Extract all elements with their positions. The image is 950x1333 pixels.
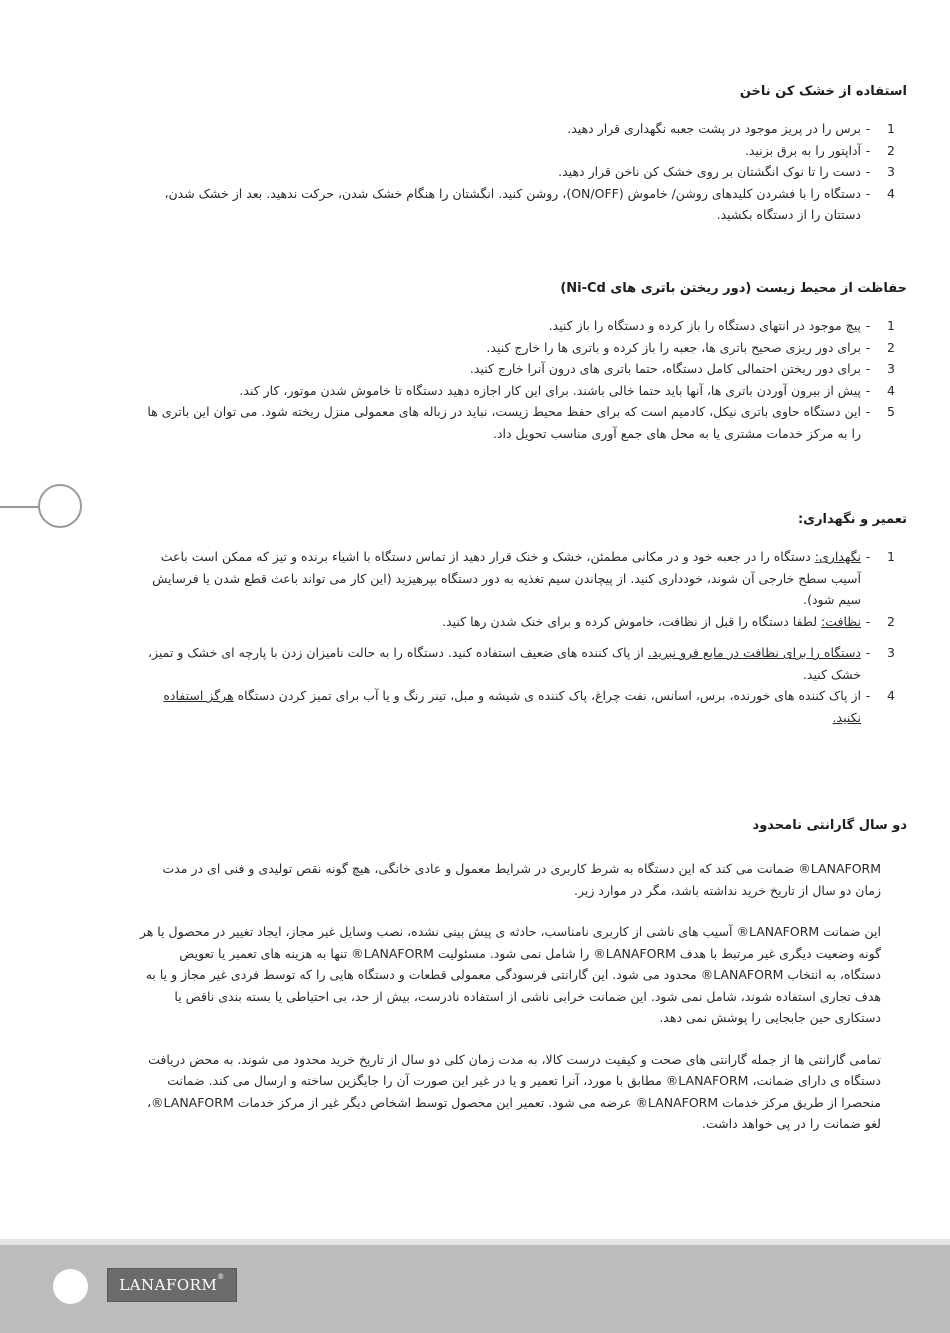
warranty-paragraph: تمامی گارانتی ها از جمله گارانتی های صحت و کیفیت درست کالا، به مدت زمان کلی دو سال از تاریخ خرید محدود می شوند. به محض دریافت دستگاه ی دارای ضمانت، LANAFORM® مطابق با مورد، آنرا تعمیر و یا در غیر این صورت آن را جایگزین ساخته و ارسال می کند. ضمانت منحصرا از طریق مرکز خدمات LANAFORM® عرضه می شود. تعمیر این محصول توسط اشخاص دیگر غیر از مرکز خدمات LANAFORM®، لغو ضمانت را در پی خواهد داشت. [146,1051,881,1131]
section-heading: استفاده از خشک کن ناخن [739,84,907,99]
section-usage [135,82,907,226]
section-environment [135,279,907,444]
list-item: 5 - این دستگاه حاوی باتری نیکل، کادمیم است که برای حفظ محیط زیست، نباید در زباله های معمولی منزل ریخته شود. می توان این باتری ها را به مرکز خدمات مشتری یا به محل های جمع آوری مناسب تحویل داد. [147,404,895,441]
section-warranty [135,816,907,1135]
list-item: 4 - دستگاه را با فشردن کلیدهای روشن/ خاموش (ON/OFF)، روشن کنید. انگشتان را هنگام خشک شدن، حرکت ندهید. بعد از خشک شدن، دستتان را از دستگاه بکشید. [164,185,895,222]
list-item: 3 - دست را تا نوک انگشتان بر روی خشک کن ناخن قرار دهید. [558,164,895,179]
page-number-dot [53,1269,88,1304]
section-heading: حفاظت از محیط زیست (دور ریختن باتری های Ni-Cd) [560,281,907,296]
list-item: 2 - نظافت: لطفا دستگاه را قبل از نظافت، خاموش کرده و برای خنک شدن رها کنید. [442,613,895,629]
page-tab-circle [38,484,82,528]
list-item: 3 - برای دور ریختن احتمالی کامل دستگاه، حتما باتری های درون آنرا خارج کنید. [469,361,895,376]
section-maintenance [135,510,907,728]
warranty-paragraph: این ضمانت LANAFORM® آسیب های ناشی از کاربری نامناسب، حادثه ی پیش بینی نشده، نصب وسایل غیر مجاز، ایجاد تغییر در محصول یا هر گونه وضعیت دیگری غیر مرتبط با هدف LANAFORM® را شامل نمی شود. مسئولیت LANAFORM® تنها به هزینه های تعمیر یا تعویض دستگاه، به انتخاب LANAFORM® محدود می شود. این گارانتی فرسودگی معمولی قطعات و دستگاه هایی را که توسط فردی غیر مجاز و یا به هدف تجاری استفاده شوند، شامل نمی شود. این ضمانت خرابی ناشی از استفاده نادرست، بیش از حد، بی احتیاطی یا بسته بندی ناقص یا دستکاری حین جابجایی را پوشش نمی دهد. [139,924,881,1025]
warranty-paragraph: LANAFORM® ضمانت می کند که این دستگاه به شرط کاربری در شرایط معمول و عادی خانگی، هیچ گونه نقص تولیدی و فنی ای در مدت زمان دو سال از تاریخ خرید نداشته باشد، مگر در موارد زیر. [162,861,881,898]
list-item: 1 - پیچ موجود در انتهای دستگاه را باز کرده و دستگاه را باز کنید. [548,318,895,333]
environment-list [135,315,907,444]
lanaform-logo: LANAFORM® [107,1268,237,1302]
list-item: 1 - نگهداری: دستگاه را در جعبه خود و در مکانی مطمئن، خشک و خنک قرار دهید از تماس دستگاه با اشیاء برنده و تیز که ممکن است باعث آسیب سطح خارجی آن شوند، خودداری کنید. از پیچاندن سیم تغذیه به دور دستگاه بپرهیزید (این کار می تواند باعث قطع شدن یا فرسایش سیم شود). [152,549,895,607]
list-item: 3 - دستگاه را برای نظافت در مایع فرو نبرید. از پاک کننده های ضعیف استفاده کنید. دستگاه را به حالت نامیزان زدن با پارچه ای خشک و تمیز، خشک کنید. [147,645,895,682]
section-heading: تعمیر و نگهداری: [797,512,907,527]
list-item: 2 - برای دور ریزی صحیح باتری ها، جعبه را باز کرده و باتری ها را خارج کنید. [486,339,895,355]
section-heading: دو سال گارانتی نامحدود [752,818,907,833]
list-item: 1 - برس را در پریز موجود در پشت جعبه نگهداری قرار دهید. [567,121,895,136]
list-item: 4 - پیش از بیرون آوردن باتری ها، آنها باید حتما خالی باشند. برای این کار اجازه دهید دستگاه تا خاموش شدن موتور، کار کند. [239,382,895,398]
usage-list [135,118,907,226]
maintenance-list [135,546,907,728]
list-item: 4 - از پاک کننده های خورنده، برس، اسانس، نفت چراغ، پاک کننده ی شیشه و مبل، تینر رنگ و یا آب برای تمیز کردن دستگاه هرگز استفاده نکنید. [163,688,895,725]
list-item: 2 - آداپتور را به برق بزنید. [744,142,895,158]
